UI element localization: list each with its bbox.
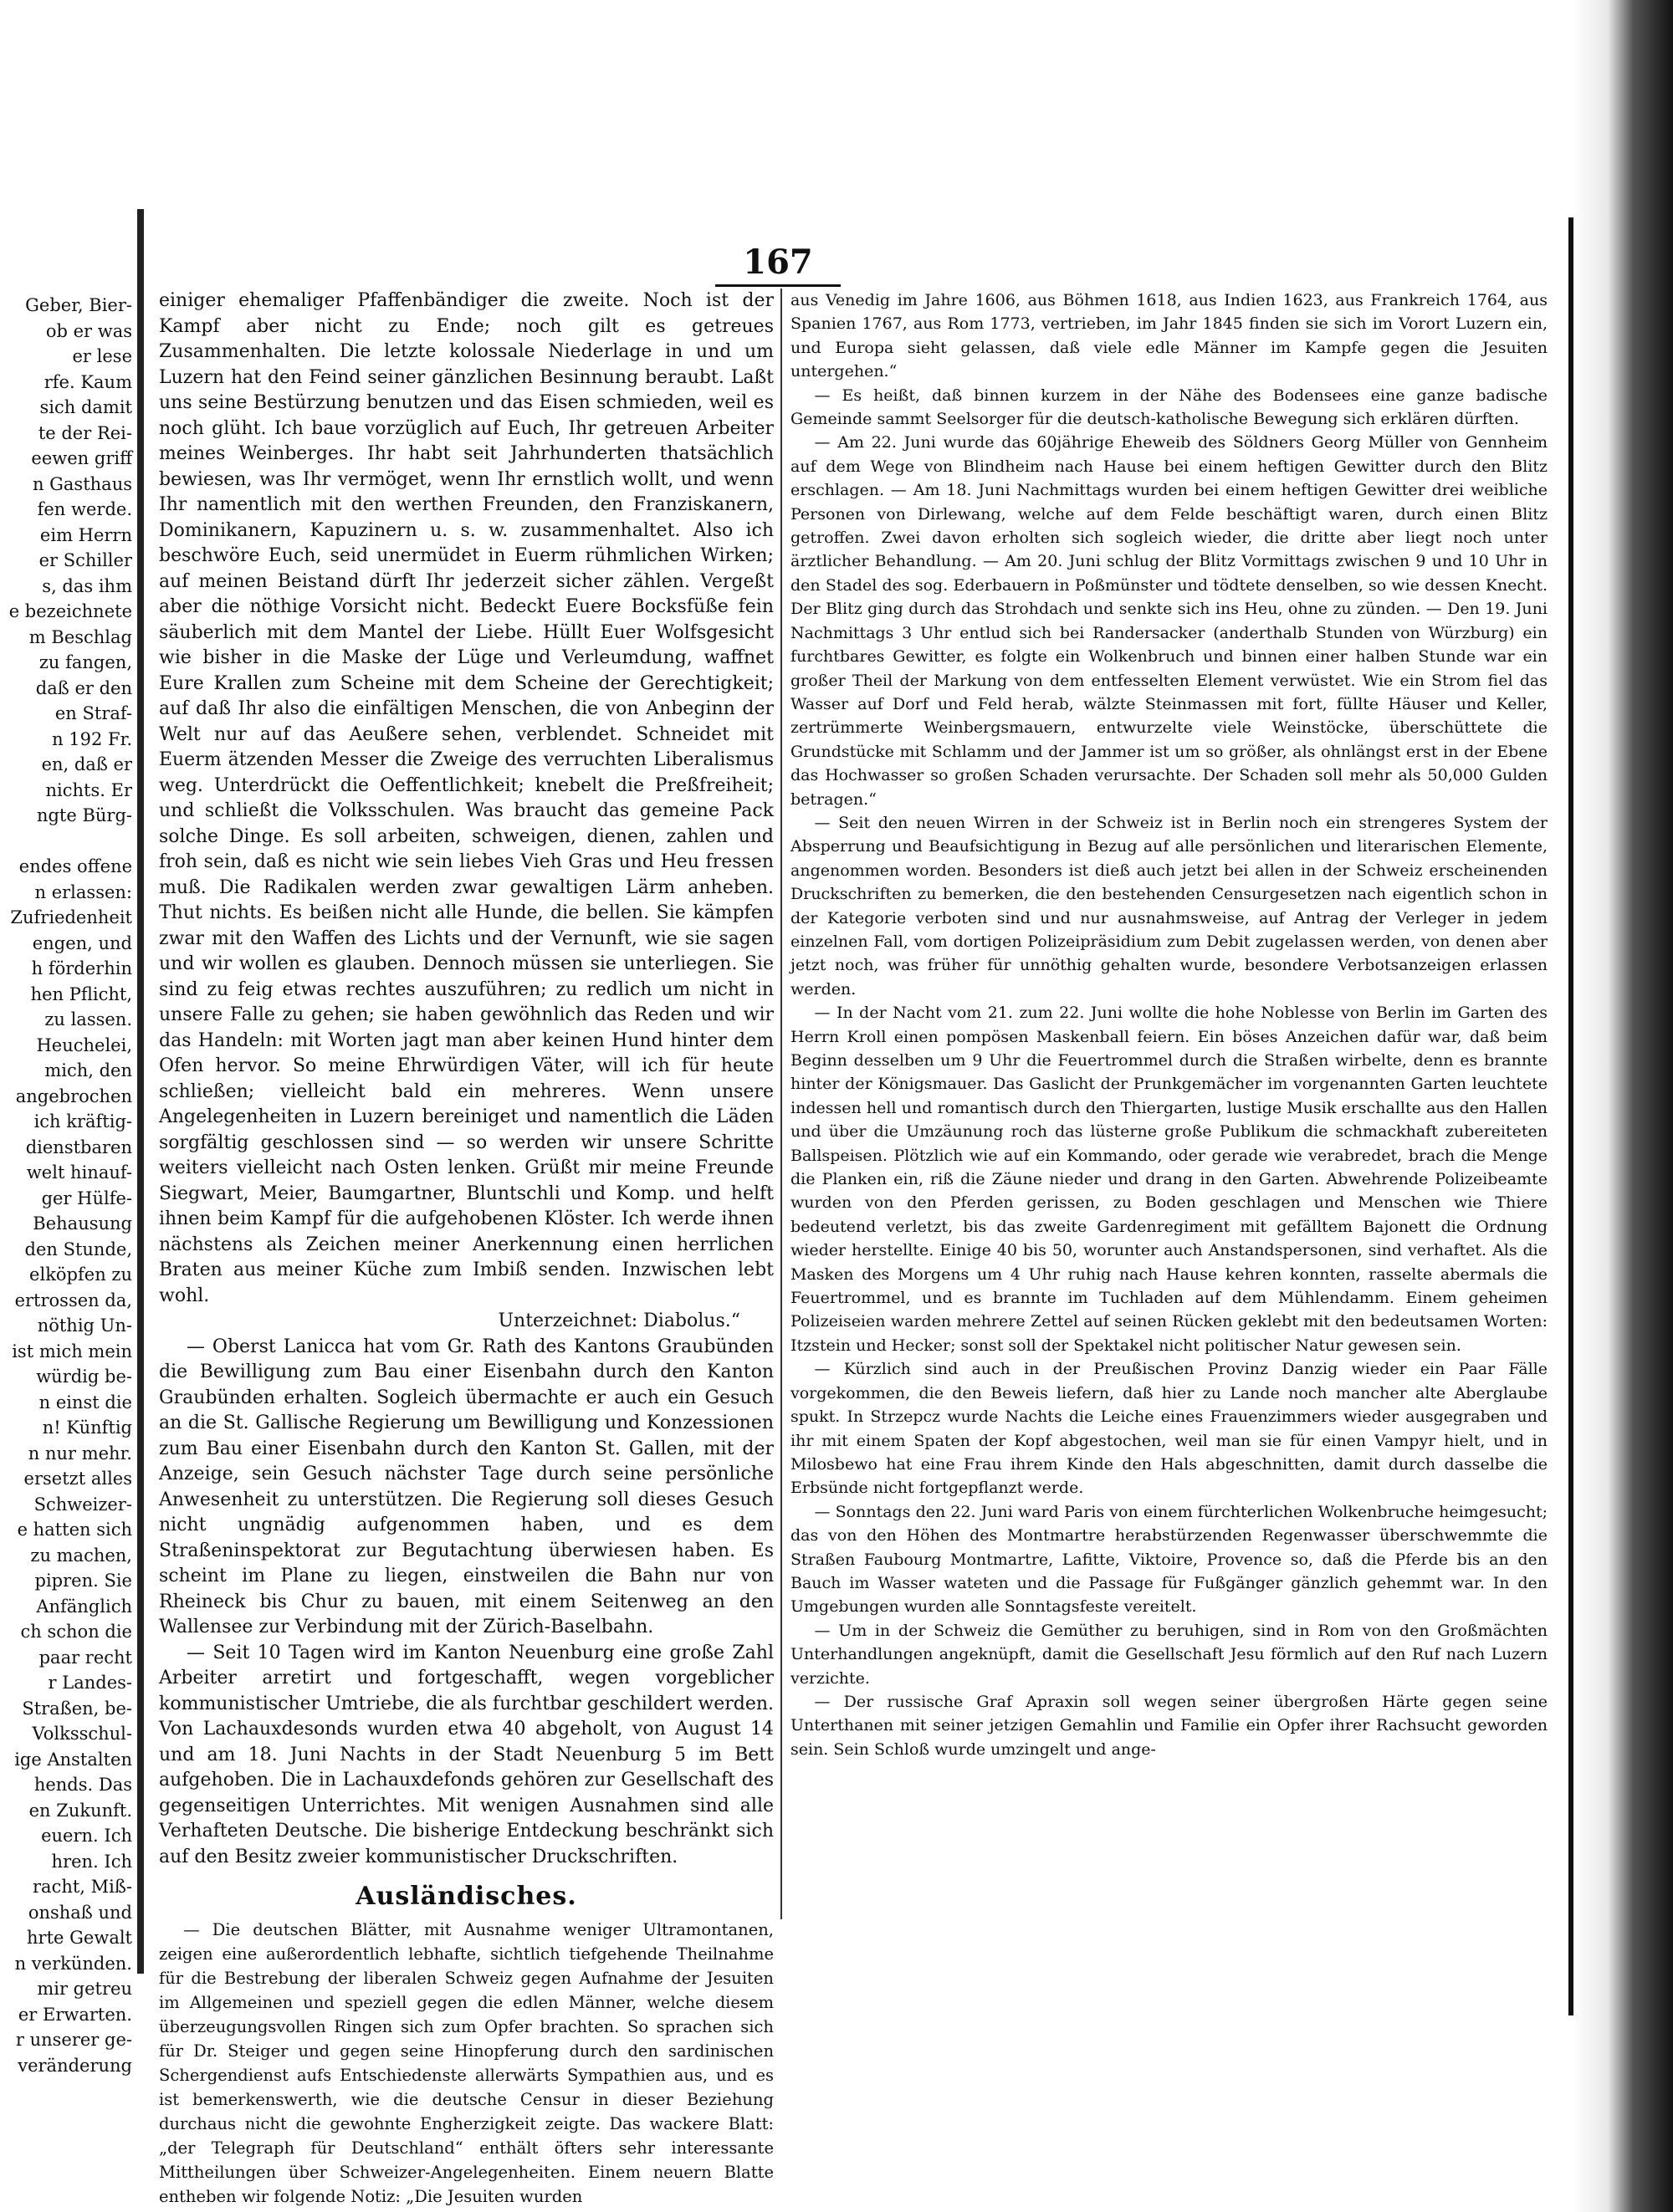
margin-fragment-line: ist mich mein bbox=[12, 1341, 132, 1361]
margin-fragment-line: welt hinauf- bbox=[26, 1162, 132, 1183]
left-page-fragment bbox=[0, 293, 134, 2076]
margin-fragment-line: n nur mehr. bbox=[28, 1443, 132, 1464]
news-item: — Um in der Schweiz die Gemüther zu beruhigen, sind in Rom von den Großmächten Unterhandlungen angeknüpft, damit die Gesellschaft Jesu förmlich auf den Ruf nach Luzern verzichte. bbox=[790, 1621, 1548, 1688]
margin-fragment-line: en Zukunft. bbox=[28, 1800, 132, 1821]
margin-fragment-line: er Schiller bbox=[38, 550, 132, 570]
margin-fragment-line: ersetzt alles bbox=[23, 1469, 132, 1489]
column-divider bbox=[780, 289, 782, 1919]
margin-fragment-line: racht, Miß- bbox=[33, 1877, 132, 1897]
margin-fragment-line: engen, und bbox=[32, 932, 132, 953]
margin-fragment-line: hren. Ich bbox=[51, 1851, 132, 1872]
margin-fragment-line: Straßen, be- bbox=[22, 1698, 132, 1719]
margin-fragment-line: r unserer ge- bbox=[15, 2030, 132, 2050]
margin-fragment-line: m Beschlag bbox=[28, 626, 132, 647]
margin-fragment-line: n! Künftig bbox=[42, 1418, 132, 1438]
margin-fragment-line: sich damit bbox=[39, 397, 132, 417]
news-item: — Seit den neuen Wirren in der Schweiz ist in Berlin noch ein strengeres System der Absperrung und Beaufsichtigung in Bezug auf alle persönlichen und literarischen Elemente, angenommen worden. Besonders ist dieß auch jetzt bei allen in der Schweiz erscheinenden Druckschriften zu bemerken, die den bestehenden Censurgesetzen nach eigentlich schon in der Kategorie verboten sind und nur ausnahmsweise, auf Antrag der Verleger in jedem einzelnen Fall, vom dortigen Polizeipräsidium zum Debit zugelassen werden, von denen aber jetzt noch, was früher für unnöthig gehalten wurde, besondere Verbotsanzeigen erlassen werden. bbox=[790, 813, 1548, 999]
margin-fragment-line: ertrossen da, bbox=[14, 1290, 132, 1310]
margin-fragment-line: n 192 Fr. bbox=[52, 728, 132, 749]
margin-fragment-line: s, das ihm bbox=[42, 575, 132, 596]
margin-fragment-line: zu fangen, bbox=[38, 652, 132, 672]
news-item: aus Venedig im Jahre 1606, aus Böhmen 1618, aus Indien 1623, aus Frankreich 1764, aus Spanien 1767, aus Rom 1773, vertrieben, im Jahr 1845 finden sie sich im Vorort Luzern ein, und Europa sieht gelassen, daß viele edle Männer im Kampfe gegen die Jesuiten untergehen.“ bbox=[790, 291, 1548, 381]
right-column bbox=[790, 289, 1548, 1761]
margin-fragment-line: eewen griff bbox=[31, 448, 132, 468]
margin-fragment-line: den Stunde, bbox=[24, 1239, 132, 1259]
margin-fragment-line: ich kräftig- bbox=[33, 1111, 132, 1132]
letter-paragraph: einiger ehemaliger Pfaffenbändiger die zweite. Noch ist der Kampf aber nicht zu Ende; noch gilt es getreues Zusammenhalten. Die letzte kolossale Niederlage in und um Luzern hat den Feind seiner gänzlichen Besinnung beraubt. Laßt uns seine Bestürzung benutzen und das Eisen schmieden, weil es noch glüht. Ich baue vorzüglich auf Euch, Ihr getreuen Arbeiter meines Weinberges. Ihr habt seit Jahrhunderten thatsächlich bewiesen, was Ihr vermöget, wenn Ihr ernstlich wollt, und wenn Ihr namentlich mit den werthen Freunden, den Franziskanern, Dominikanern, Kapuzinern u. s. w. zusammenhaltet. Also ich beschwöre Euch, seid unermüdet in Euerm rühmlichen Wirken; auf meinen Beistand dürft Ihr jederzeit sicher zählen. Vergeßt aber die nöthige Vorsicht nicht. Bedeckt Euere Bocksfüße fein säuberlich mit dem Mantel der Liebe. Hüllt Euer Wolfsgesicht wie bisher in die Maske der Lüge und Verleumdung, waffnet Eure Krallen zum Scheine mit dem Scheine der Gerechtigkeit; auf daß Ihr also die einfältigen Menschen, die von Anbeginn der Welt nur auf das Aeußere sehen, verblendet. Schneidet mit Euerm ätzenden Messer die Zweige des verruchten Liberalismus weg. Unterdrückt die Oeffentlichkeit; knebelt die Preßfreiheit; und schließt die Volksschulen. Was braucht das gemeine Pack solche Dinge. Es soll arbeiten, schweigen, dienen, zahlen und froh sein, daß es nicht wie sein liebes Vieh Gras und Heu fressen muß. Die Radikalen werden zwar gewaltigen Lärm anheben. Thut nichts. Es beißen nicht alle Hunde, die bellen. Sie kämpfen zwar mit den Waffen des Lichts und der Vernunft, wie sie sagen und wir wollen es glauben. Dennoch müssen sie unterliegen. Sie sind zu feig etwas rechtes auszuführen; zu redlich um nicht in unsere Falle zu gehen; sie haben gewöhnlich das Reden und wir das Handeln: mit Worten jagt man aber keinen Hund hinter dem Ofen hervor. So meine Ehrwürdigen Väter, will ich für heute schließen; vielleicht bald ein mehreres. Wenn unsere Angelegenheiten in Luzern bereiniget und namentlich die Läden sorgfältig geschlossen sind — so werden wir unsere Schritte weiters vielleicht nach Osten lenken. Grüßt mir meine Freunde Siegwart, Meier, Baumgartner, Bluntschli und Komp. und helft ihnen beim Kampf für die aufgehobenen Klöster. Ich werde ihnen nächstens als Zeichen meiner Anerkennung einen herrlichen Braten aus meiner Küche zum Imbiß senden. Inzwischen lebt wohl. bbox=[159, 290, 774, 1306]
margin-fragment-line: n einst die bbox=[38, 1392, 132, 1413]
margin-fragment-line: rfe. Kaum bbox=[43, 371, 132, 392]
scan-edge-shadow bbox=[1573, 0, 1673, 2212]
section-heading: Ausländisches. bbox=[356, 1882, 577, 1911]
margin-fragment-line: en, daß er bbox=[41, 754, 132, 774]
margin-fragment-line bbox=[0, 829, 132, 855]
margin-fragment-line: Anfänglich bbox=[36, 1596, 132, 1617]
margin-fragment-line: nichts. Er bbox=[45, 779, 132, 800]
margin-fragment-line: würdig be- bbox=[36, 1367, 132, 1387]
left-column bbox=[159, 289, 774, 2209]
margin-fragment-line: en Straf- bbox=[54, 703, 132, 723]
news-item: — Am 22. Juni wurde das 60jährige Eheweib des Söldners Georg Müller von Gennheim auf dem Wege von Blindheim nach Hause bei einem heftigen Gewitter durch den Blitz erschlagen. — Am 18. Juni Nachmittags wurden bei einem heftigen Gewitter drei weibliche Personen von Dirlewang, welche auf dem Felde beschäftigt waren, durch einen Blitz getroffen. Zwei davon erholten sich sogleich wieder, die dritte aber liegt noch unter ärztlicher Behandlung. — Am 20. Juni schlug der Blitz Vormittags zwischen 9 und 10 Uhr in den Stadel des sog. Ederbauern in Poßmünster und tödtete denselben, so wie dessen Knecht. Der Blitz ging durch das Strohdach und senkte sich ins Heu, ohne zu zünden. — Den 19. Juni Nachmittags 3 Uhr entlud sich bei Randersacker (anderthalb Stunden von Würzburg) ein furchtbares Gewitter, es folgte ein Wolkenbruch und binnen einer halben Stunde war ein großer Theil der Markung von dem entfesselten Element verwüstet. Wie ein Strom fiel das Wasser auf Dorf und Feld herab, wälzte Steinmassen mit fort, füllte Häuser und Keller, zertrümmerte Weinbergsmauern, entwurzelte viele Weinstöcke, überschüttete die Grundstücke mit Schlamm und der Jammer ist um so größer, als ohnlängst erst in der Ebene das Hochwasser so großen Schaden verursachte. Der Schaden soll mehr als 50,000 Gulden betragen.“ bbox=[790, 433, 1548, 809]
margin-fragment-line: e hatten sich bbox=[17, 1520, 132, 1540]
margin-fragment-line: veränderung bbox=[18, 2055, 132, 2076]
margin-fragment-line: eim Herrn bbox=[39, 524, 132, 545]
margin-fragment-line: Volksschul- bbox=[32, 1724, 132, 1744]
margin-fragment-line: fen werde. bbox=[37, 499, 132, 519]
margin-fragment-line: hrte Gewalt bbox=[27, 1928, 132, 1948]
margin-fragment-line: er Erwarten. bbox=[18, 2004, 132, 2025]
margin-fragment-line: ger Hülfe- bbox=[41, 1188, 132, 1208]
margin-fragment-line: endes offene bbox=[18, 856, 132, 876]
margin-fragment-line: elköpfen zu bbox=[29, 1264, 132, 1285]
news-item: — Die deutschen Blätter, mit Ausnahme weniger Ultramontanen, zeigen eine außerordentlich lebhafte, sichtlich tiefgehende Theilnahme für die Bestrebung der liberalen Schweiz gegen Aufnahme der Jesuiten im Allgemeinen und speziell gegen die edlen Männer, welche diesem überzeugungsvollen Ringen sich zum Opfer brachten. So sprachen sich für Dr. Steiger und gegen seine Hinopferung durch den sardinischen Schergendienst aufs Entschiedenste allerwärts Sympathien aus, und es ist bemerkenswerth, wie die deutsche Censur in dieser Beziehung durchaus nicht die gewohnte Engherzigkeit zeigte. Das wackere Blatt: „der Telegraph für Deutschland“ enthält öfters sehr interessante Mittheilungen über Schweizer-Angelegenheiten. Einem neuern Blatte entheben wir folgende Notiz: „Die Jesuiten wurden bbox=[159, 1920, 774, 2206]
news-item: — Sonntags den 22. Juni ward Paris von einem fürchterlichen Wolkenbruche heimgesucht; das von den Höhen des Montmartre herabstürzenden Regenwasser überschwemmte die Straßen Faubourg Montmartre, Lafitte, Viktoire, Provence so, daß die Pferde bis an den Bauch im Wasser wateten und die Passage für Fußgänger gänzlich gehemmt war. In den Umgebungen wurden alle Sonntagsfeste vereitelt. bbox=[790, 1502, 1548, 1617]
margin-fragment-line: h förderhin bbox=[31, 958, 132, 978]
margin-fragment-line: ob er was bbox=[45, 320, 132, 341]
margin-fragment-line: ch schon die bbox=[20, 1622, 132, 1642]
page-edge-rule bbox=[1568, 217, 1573, 2015]
margin-fragment-line: zu machen, bbox=[30, 1545, 132, 1566]
news-item: — Seit 10 Tagen wird im Kanton Neuenburg eine große Zahl Arbeiter arretirt und fortgeschafft, wegen vorgeblicher kommunistischer Umtriebe, die als furchtbar geschildert werden. Von Lachauxdesonds wurden etwa 40 abgeholt, von August 14 und am 18. Juni Nachts in der Stadt Neuenburg 5 im Bett aufgehoben. Die in Lachauxdefonds gehören zur Gesellschaft des gegenseitigen Unterrichtes. Mit wenigen Ausnahmen sind alle Verhafteten Deutsche. Die bisherige Entdeckung beschränkt sich auf den Besitz zweier kommunistischer Druckschriften. bbox=[159, 1642, 774, 1867]
margin-fragment-line: ige Anstalten bbox=[14, 1749, 132, 1770]
margin-fragment-line: ngte Bürg- bbox=[36, 805, 132, 825]
news-item: — Oberst Lanicca hat vom Gr. Rath des Kantons Graubünden die Bewilligung zum Bau einer Eisenbahn durch den Kanton Graubünden erhalten. Sogleich übermachte er auch ein Gesuch an die St. Gallische Regierung um Bewilligung und Konzessionen zum Bau einer Eisenbahn durch den Kanton St. Gallen, mit der Anzeige, sein Gesuch nächster Tage durch seine persönliche Anwesenheit zu unterstützen. Die Regierung soll dieses Gesuch nicht ungnädig aufgenommen haben, und es dem Straßeninspektorat zur Begutachtung überwiesen haben. Es scheint im Plane zu liegen, einstweilen die Bahn nur von Rheineck bis Chur zu bauen, mit einem Seitenweg an den Wallensee zur Verbindung mit der Zürich-Baselbahn. bbox=[159, 1336, 774, 1637]
margin-fragment-line: nöthig Un- bbox=[37, 1315, 132, 1336]
margin-fragment-line: r Landes- bbox=[48, 1673, 132, 1693]
margin-fragment-line: daß er den bbox=[35, 677, 132, 698]
margin-fragment-line: n Gasthaus bbox=[32, 473, 132, 494]
margin-fragment-line: angebrochen bbox=[15, 1086, 132, 1106]
news-item: — Der russische Graf Apraxin soll wegen seiner übergroßen Härte gegen seine Unterthanen mit seiner jetzigen Gemahlin und Familie ein Opfer ihrer Rachsucht geworden sein. Sein Schloß wurde umzingelt und ange- bbox=[790, 1692, 1548, 1759]
page-number: 167 bbox=[743, 243, 813, 282]
margin-fragment-line: Zufriedenheit bbox=[10, 907, 132, 927]
margin-fragment-line: er lese bbox=[72, 346, 132, 366]
margin-fragment-line: pipren. Sie bbox=[34, 1571, 132, 1591]
margin-fragment-line: e bezeichnete bbox=[8, 601, 132, 621]
margin-fragment-line: n verkünden. bbox=[14, 1953, 132, 1974]
margin-fragment-line: onshaß und bbox=[28, 1902, 132, 1923]
margin-fragment-line: paar recht bbox=[38, 1647, 132, 1668]
margin-fragment-line: mir getreu bbox=[37, 1979, 132, 1999]
book-gutter bbox=[137, 209, 144, 1974]
signature-line: Unterzeichnet: Diabolus.“ bbox=[498, 1310, 740, 1331]
margin-fragment-line: hen Pflicht, bbox=[30, 983, 132, 1004]
margin-fragment-line: Heuchelei, bbox=[36, 1034, 132, 1055]
margin-fragment-line: Behausung bbox=[33, 1213, 132, 1234]
news-item: — Es heißt, daß binnen kurzem in der Nähe des Bodensees eine ganze badische Gemeinde sammt Seelsorger für die deutsch-katholische Bewegung sich erklären dürften. bbox=[790, 386, 1548, 429]
margin-fragment-line: Schweizer- bbox=[33, 1494, 132, 1515]
margin-fragment-line: hends. Das bbox=[33, 1775, 132, 1795]
margin-fragment-line: dienstbaren bbox=[25, 1137, 132, 1157]
margin-fragment-line: n erlassen: bbox=[34, 881, 132, 902]
margin-fragment-line: mich, den bbox=[44, 1060, 132, 1080]
margin-fragment-line: zu lassen. bbox=[44, 1009, 132, 1029]
news-item: — In der Nacht vom 21. zum 22. Juni wollte die hohe Noblesse von Berlin im Garten des Herrn Kroll einen pompösen Maskenball feiern. Ein böses Anzeichen dafür war, daß beim Beginn desselben um 9 Uhr die Feuertrommel durch die Straßen wirbelte, denn es brannte hinter der Königsmauer. Das Gaslicht der Prunkgemächer im vorgenannten Garten leuchtete indessen hell und romantisch durch den Thiergarten, lustige Musik erschallte aus den Hallen und über die Umzäunung roch das lüsterne große Publikum die schmackhaft zubereiteten Ballspeisen. Plötzlich wie auf ein Kommando, oder gerade wie verabredet, brach die Menge die Planken ein, riß die Zäune nieder und drang in den Garten. Abwehrende Polizeibeamte wurden von den Pferden gerissen, zu Boden geschlagen und Menschen wie Thiere bedeutend verletzt, bis das zweite Gardenregiment mit gefälltem Bajonett die Ordnung wieder herstellte. Einige 40 bis 50, worunter auch Anstandspersonen, sind verhaftet. Als die Masken des Morgens um 4 Uhr ruhig nach Hause kehren konnten, rasselte abermals die Feuertrommel, und es brannte im Tuchladen auf dem Mühlendamm. Einem geheimen Polizeiseien warden mehrere Zettel auf seinen Rücken geklebt mit den bedeutsamen Worten: Itzstein und Hecker; sonst soll der Spektakel nicht politischer Natur gewesen sein. bbox=[790, 1004, 1548, 1355]
margin-fragment-line: te der Rei- bbox=[38, 422, 132, 443]
margin-fragment-line: euern. Ich bbox=[41, 1826, 132, 1846]
page-number-rule bbox=[715, 284, 841, 287]
margin-fragment-line: Geber, Bier- bbox=[25, 295, 132, 315]
news-item: — Kürzlich sind auch in der Preußischen Provinz Danzig wieder ein Paar Fälle vorgekommen, die den Beweis liefern, daß hier zu Lande noch mancher alte Aberglaube spukt. In Strzepcz wurde Nachts die Leiche eines Frauenzimmers wieder ausgegraben und ihr mit einem Spaten der Kopf abgestochen, weil man sie für einen Vampyr hielt, und in Milosbewo hat eine Frau ihrem Kinde den Hals abgeschnitten, damit durch dasselbe die Erbsünde nicht fortgepflanzt werde. bbox=[790, 1360, 1548, 1498]
